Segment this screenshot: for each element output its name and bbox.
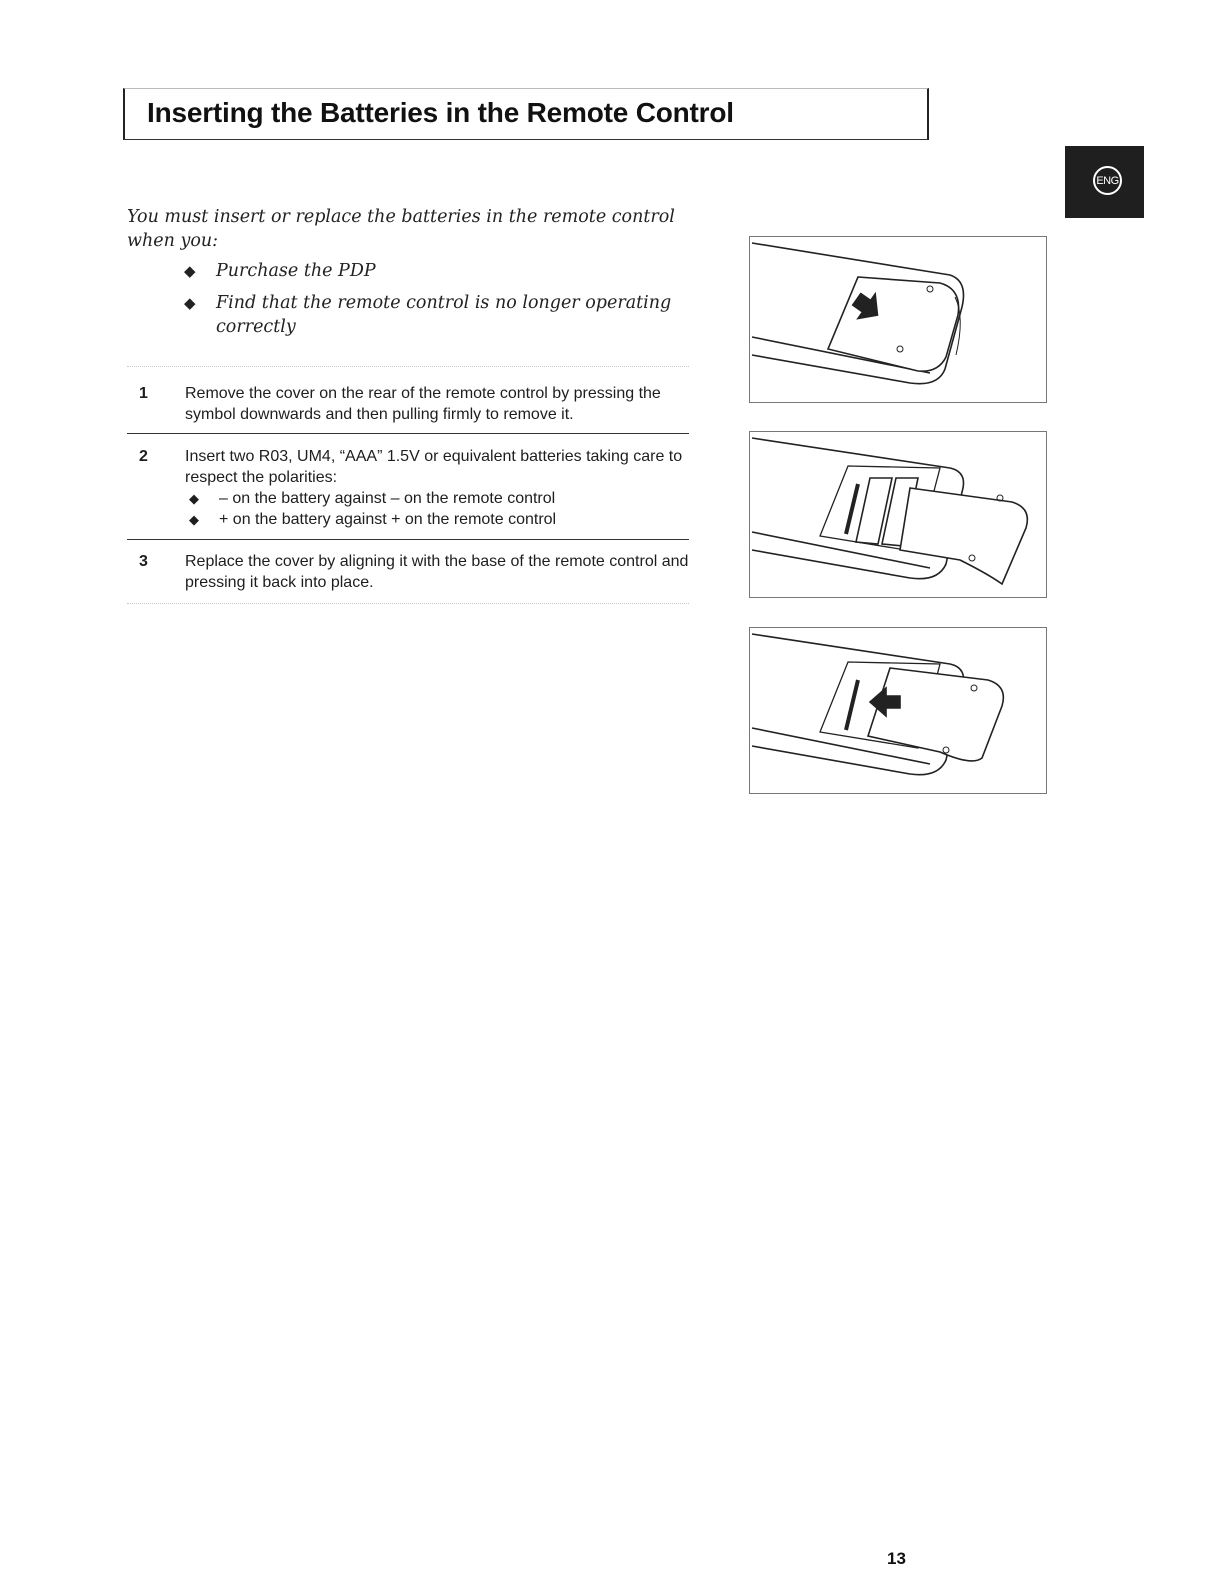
language-tab bbox=[1065, 146, 1144, 218]
page-title-box bbox=[123, 88, 929, 140]
diamond-bullet-icon: ◆ bbox=[189, 512, 199, 527]
dotted-divider bbox=[127, 366, 689, 367]
list-item bbox=[184, 259, 684, 283]
list-item bbox=[184, 291, 684, 339]
bullet-text: Find that the remote control is no longer operating correctly bbox=[216, 293, 672, 337]
step-divider bbox=[127, 433, 689, 434]
dotted-divider bbox=[127, 603, 689, 604]
step-3 bbox=[127, 551, 689, 593]
intro-bullet-list bbox=[184, 259, 684, 347]
page-title: Inserting the Batteries in the Remote Control bbox=[147, 97, 734, 128]
step-text: Insert two R03, UM4, “AAA” 1.5V or equivalent batteries taking care to respect the polarities: bbox=[185, 448, 683, 486]
bullet-text: Purchase the PDP bbox=[216, 261, 376, 281]
polarity-text: – on the battery against – on the remote control bbox=[219, 490, 556, 507]
language-badge: ENG bbox=[1093, 166, 1122, 195]
diamond-bullet-icon: ◆ bbox=[184, 262, 196, 280]
step-text: Remove the cover on the rear of the remote control by pressing the symbol downwards and then pulling firmly to remove it. bbox=[185, 385, 661, 423]
step-1 bbox=[127, 383, 689, 425]
step-2 bbox=[127, 446, 689, 530]
remove-cover-illustration bbox=[749, 236, 1047, 403]
step-text: Replace the cover by aligning it with the base of the remote control and pressing it back into place. bbox=[185, 553, 689, 591]
diamond-bullet-icon: ◆ bbox=[189, 491, 199, 506]
step-number: 2 bbox=[139, 448, 148, 465]
diamond-bullet-icon: ◆ bbox=[184, 294, 196, 312]
step-number: 3 bbox=[139, 553, 148, 570]
step-divider bbox=[127, 539, 689, 540]
polarity-item bbox=[185, 488, 689, 509]
insert-batteries-illustration bbox=[749, 431, 1047, 598]
polarity-text: + on the battery against + on the remote control bbox=[219, 511, 557, 528]
polarity-item bbox=[185, 509, 689, 530]
page-number: 13 bbox=[887, 1549, 906, 1568]
replace-cover-illustration bbox=[749, 627, 1047, 794]
intro-text: You must insert or replace the batteries in the remote control when you: bbox=[127, 207, 675, 251]
step-number: 1 bbox=[139, 385, 148, 402]
